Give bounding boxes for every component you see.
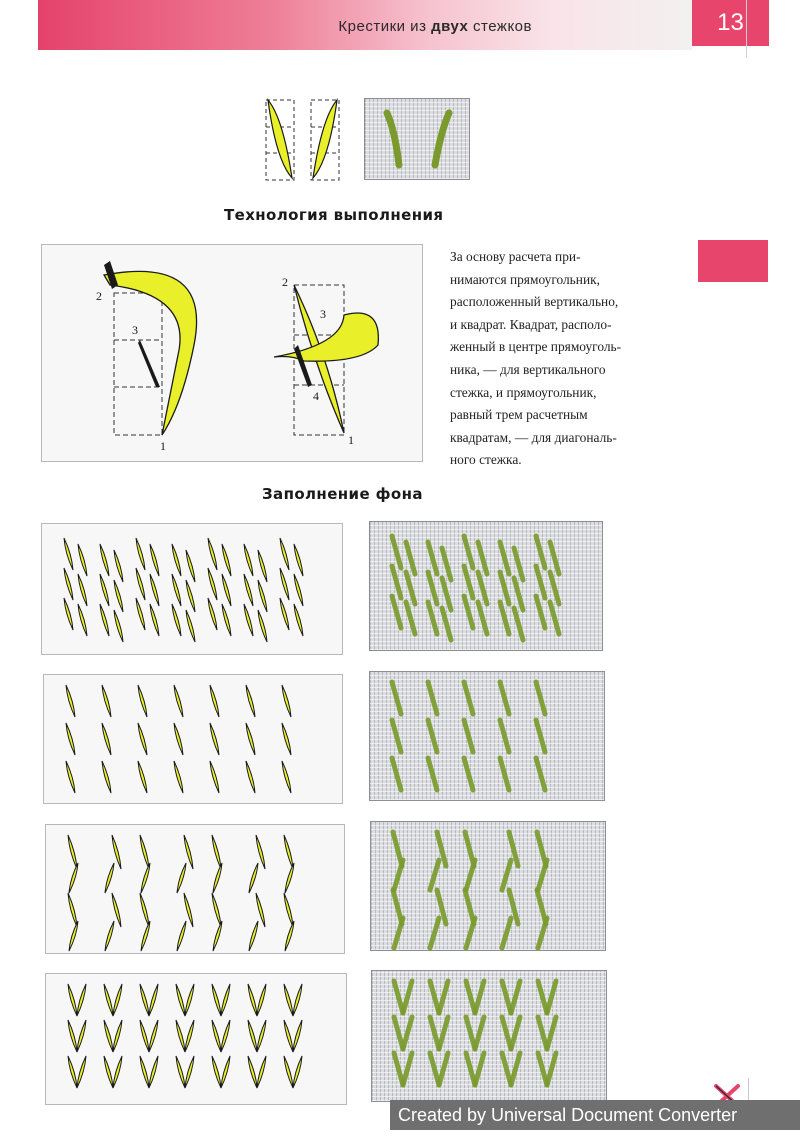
label-right-3: 3 (320, 307, 326, 321)
header-title: Крестики из двух стежков (338, 18, 532, 35)
page-number: 13 (692, 0, 769, 46)
paragraph-line: ного стежка. (450, 452, 522, 468)
technology-heading: Технология выполнения (224, 206, 444, 224)
paragraph-line: женный в центре прямоуголь- (450, 339, 622, 355)
paragraph-line: нимаются прямоугольник, (450, 271, 600, 287)
label-left-2: 2 (96, 289, 102, 303)
background-heading: Заполнение фона (262, 485, 423, 503)
label-right-1: 1 (348, 433, 354, 447)
paragraph-line: ника, — для вертикального (450, 361, 606, 377)
paragraph-line: расположенный вертикально, (450, 294, 619, 310)
paragraph-line: равный трем расчетным (450, 407, 588, 423)
label-right-4: 4 (313, 389, 319, 403)
margin-line-bottom (748, 1078, 749, 1100)
label-right-2: 2 (282, 275, 288, 289)
paragraph-line: стежка, и прямоугольник, (450, 384, 597, 400)
label-left-3: 3 (132, 323, 138, 337)
watermark: Created by Universal Document Converter (390, 1100, 800, 1130)
label-left-1: 1 (160, 439, 166, 453)
paragraph-line: и квадрат. Квадрат, располо- (450, 316, 612, 332)
paragraph-line: квадратам, — для диагональ- (450, 429, 617, 445)
paragraph-line: За основу расчета при- (450, 249, 581, 264)
